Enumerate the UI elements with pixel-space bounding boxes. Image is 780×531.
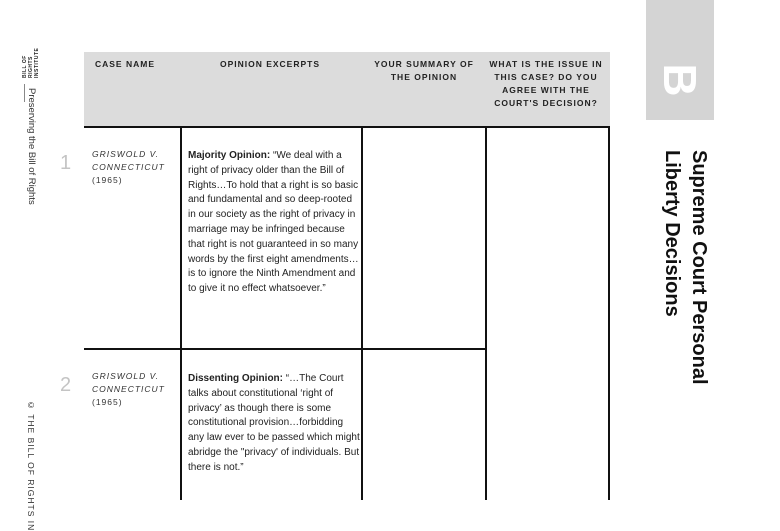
opinion-excerpt-2 xyxy=(188,372,360,476)
opinion-label: Dissenting Opinion: xyxy=(188,373,283,384)
header-opinion-excerpts: OPINION EXCERPTS xyxy=(219,59,321,69)
table-header xyxy=(84,52,610,126)
handout-letter: B xyxy=(654,63,706,97)
page-title xyxy=(652,150,712,430)
page-title-line-1: Supreme Court Personal xyxy=(688,150,710,385)
opinion-excerpt-1 xyxy=(188,149,360,297)
page-title-line-2: Liberty Decisions xyxy=(661,150,683,317)
col-divider-1 xyxy=(180,126,182,500)
copyright-text: © THE BILL OF RIGHTS IN xyxy=(26,400,36,531)
row-number-2: 2 xyxy=(60,374,72,396)
case-year: (1965) xyxy=(92,397,123,407)
side-rule xyxy=(24,84,25,102)
case-name: GRISWOLD V. CONNECTICUT xyxy=(92,149,165,172)
logo-text: BILL OF RIGHTS INSTITUTE xyxy=(22,47,40,78)
header-issue: WHAT IS THE ISSUE IN THIS CASE? DO YOU AGREE WITH THE COURT'S DECISION? xyxy=(489,59,603,108)
col-divider-3 xyxy=(485,126,487,500)
worksheet-table xyxy=(84,52,610,500)
header-your-summary: YOUR SUMMARY OF THE OPINION xyxy=(374,59,474,82)
row-divider xyxy=(84,348,486,350)
opinion-label: Majority Opinion: xyxy=(188,150,271,161)
case-cell-2 xyxy=(92,370,172,409)
case-year: (1965) xyxy=(92,175,123,185)
case-name: GRISWOLD V. CONNECTICUT xyxy=(92,371,165,394)
opinion-text: “We deal with a right of privacy older than the Bill of Rights…To hold that a right is so basic and fundamental and so deep-rooted in our society as the right of privacy in marriage may be infringed because that right is not guaranteed in so many words by the first eight amendments…is to ignore the Ninth Amendment and to give it no effect whatsoever.” xyxy=(188,150,359,295)
col-divider-4 xyxy=(608,126,610,500)
case-cell-1 xyxy=(92,148,172,187)
institute-logo xyxy=(22,38,46,78)
header-rule xyxy=(84,126,610,128)
row-number-1: 1 xyxy=(60,152,72,174)
col-divider-2 xyxy=(361,126,363,500)
side-title: Preserving the Bill of Rights xyxy=(26,88,37,205)
handout-tab xyxy=(646,0,714,120)
opinion-text: “…The Court talks about constitutional ‘right of privacy’ as though there is some constitutional provision…forbidding any law ever to be passed which might abridge the "privacy' of individuals. But there is not.” xyxy=(188,373,360,473)
header-case-name: CASE NAME xyxy=(94,59,155,69)
